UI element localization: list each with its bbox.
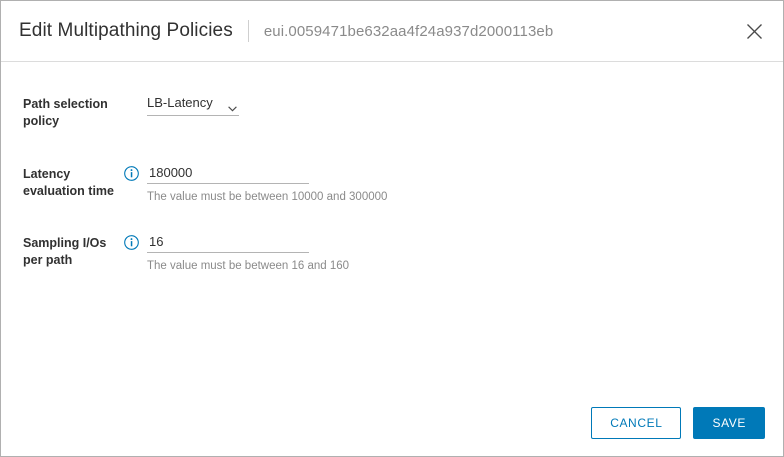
sampling-ios-per-path-label: Sampling I/Os per path [23, 236, 107, 267]
field-path-selection-policy [1, 94, 783, 130]
chevron-down-icon [228, 99, 237, 105]
path-selection-policy-select[interactable] [147, 94, 239, 116]
cancel-button[interactable]: CANCEL [591, 407, 681, 439]
field-latency-evaluation-time [1, 164, 783, 203]
title-divider [248, 20, 249, 42]
latency-evaluation-time-label: Latency evaluation time [23, 167, 114, 198]
path-selection-policy-label: Path selection policy [23, 97, 108, 128]
dialog-header [1, 1, 783, 62]
save-button[interactable]: SAVE [693, 407, 765, 439]
device-identifier: eui.0059471be632aa4f24a937d2000113eb [263, 22, 554, 40]
latency-evaluation-time-helper: The value must be between 10000 and 300000 [147, 191, 388, 203]
path-selection-policy-value: LB-Latency [147, 95, 213, 110]
field-sampling-ios-per-path [1, 233, 783, 272]
page-title: Edit Multipathing Policies [19, 20, 233, 41]
sampling-ios-per-path-helper: The value must be between 16 and 160 [147, 260, 350, 272]
info-icon[interactable] [124, 235, 139, 250]
latency-info-wrap[interactable] [115, 164, 147, 181]
close-button[interactable] [741, 18, 767, 44]
close-icon [746, 23, 763, 40]
form-body [1, 62, 783, 272]
latency-evaluation-time-input[interactable] [147, 165, 309, 184]
dialog-footer [1, 390, 783, 456]
sampling-info-wrap[interactable] [115, 233, 147, 250]
info-icon[interactable] [124, 166, 139, 181]
sampling-ios-per-path-input[interactable] [147, 234, 309, 253]
